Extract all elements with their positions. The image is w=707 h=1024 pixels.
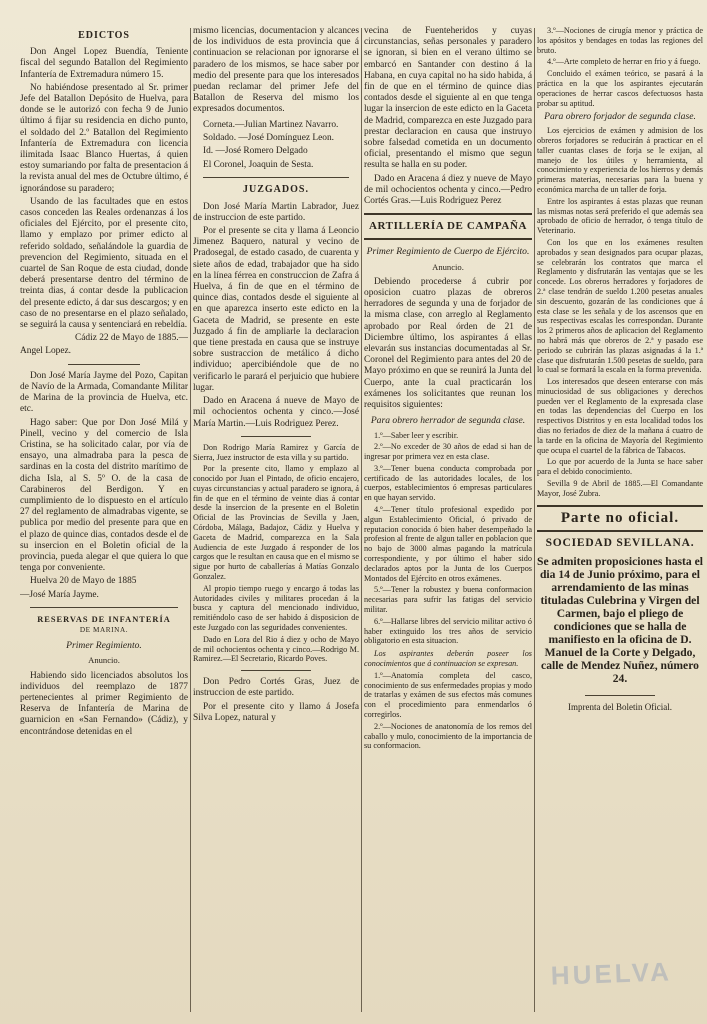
requirement-item: 2.º—No exceder de 30 años de edad si han de ingresar por primera vez en esta clase. (364, 442, 532, 462)
notice-paragraph: mismo licencias, documentacion y alcances de los individuos de esta provincia que á continuacion se relacionan por ignorarse el paradero de los mismos, se hace saber por medio del presente para que los interesados puedan reclamar del primer Jefe del Batallon de Reserva del mismo los expresados documentos. (193, 26, 359, 115)
anuncio-subheading: Anuncio. (432, 261, 464, 272)
notice-paragraph: Entre los aspirantes á estas plazas que reunan las mismas notas será preferido el que además sea aprobado de oficio de herrador, ó tenga título de Veterinario. (537, 196, 703, 236)
list-entry: Corneta.—Julian Martinez Navarro. (203, 119, 339, 130)
separator (364, 213, 532, 215)
requirement-item: 5.º—Tener la robustez y buena conformacion necesarias para sufrir las fatigas del servicio militar. (364, 585, 532, 615)
separator (241, 436, 311, 437)
separator (68, 364, 140, 365)
section-heading-juzgados: JUZGADOS. (243, 184, 309, 196)
knowledge-intro: Los aspirantes deberán poseer los conocimientos que á continuacion se expresan. (364, 649, 532, 669)
column-2 (193, 26, 359, 1010)
regiment-subheading: Primer Regimiento. (66, 640, 142, 652)
column-rule (534, 28, 535, 1012)
knowledge-item: 1.º—Anatomía completa del casco, conocimiento de sus enfermedades propias y modo de tratarlas y exámen de sus efectos más comunes con el procedimiento para enmendarlos ó corregirlos. (364, 670, 532, 720)
edict-paragraph: Hago saber: Que por Don José Milá y Pinell, vecino y del comercio de Isla Cristina, se ha solicitado calar, por vía de ensayo, una almadraba para la pesca de sardinas en la costa del distrito marítimo de dicha Isla, al S. 5º O. de la casa de Carabineros del Berdigon. Y en cumplimiento de lo dispuesto en el artículo 27 del reglamento de almadrabas vigente, se publica por medio del presente para que en el plazo de quince dias, contados desde el de su insercion en el Boletin oficial de la provincia, pueda alegar el que quiera lo que tenga por conveniente. (20, 417, 188, 574)
separator (585, 695, 655, 696)
column-rule (190, 28, 191, 1012)
edict-header: Don Rodrigo María Ramirez y García de Sierra, Juez instructor de esta villa y su partido. (193, 442, 359, 462)
edict-date: Cádiz 22 de Mayo de 1885.— (75, 333, 188, 344)
edict-signature: —José María Jayme. (20, 589, 99, 600)
notice-paragraph: Los interesados que deseen enterarse con más minuciosidad de sus obligaciones y derechos pueden ver el Reglamento de la expresada clase en todas las dependencias del Cuerpo en los respectivos Distritos y en esta localidad todos los dias no feriados de diez de la mañana á cuatro de la tarde en la oficina de Mayoría del Regimiento que ocupa el cuartel de la fábrica de Tabacos. (537, 377, 703, 455)
column-3 (364, 26, 532, 1010)
edict-paragraph: No habiéndose presentado al Sr. primer Jefe del Batallon Depósito de Huelva, para donde se le autorizó con fecha 9 de Junio último á fijar su residencia en dicho punto, el soldado del 2.º Batallon del Regimiento Infantería de Extremadura con licencia ilimitada Isaac Blanco Huertas, á quien estoy sumariando por falta de presentacion á la revista anual del mes de Octubre último, é ignorándose su paradero; (20, 82, 188, 194)
list-entry: Id. —José Romero Delgado (203, 146, 308, 157)
notice-paragraph: Lo que por acuerdo de la Junta se hace saber para el debido conocimiento. (537, 457, 703, 477)
regiment-subheading: Primer Regimiento de Cuerpo de Ejército. (366, 246, 530, 258)
edict-paragraph: Por el presente cito y llamo á Josefa Silva Lopez, natural y (193, 701, 359, 723)
edict-paragraph: Usando de las facultades que en estos casos conceden las Reales ordenanzas á los oficiales del Ejército, por el presente cito, llamo y emplazo por primer edicto al referido soldado, señalándole la guardia de prevencion del Regimiento, situada en el cuartel de San Roque de esta ciudad, donde deberá presentarse dentro del término de treinta dias, á contar desde la publicacion del presente edicto, á dar sus descargos; y en caso de no presentarse en el plazo señalado, se seguirá la causa y sentenciará en rebeldía. (20, 196, 188, 331)
section-heading-parte-no-oficial: Parte no oficial. (560, 509, 680, 526)
column-rule (361, 28, 362, 1012)
edict-header: Don Pedro Cortés Gras, Juez de instruccion de este partido. (193, 677, 359, 699)
edict-date: Huelva 20 de Mayo de 1885 (30, 576, 137, 587)
edict-paragraph: Dado en Lora del Rio á diez y ocho de Mayo de mil ochocientos ochenta y cinco.—Rodrigo M. Ramirez.—El Secretario, Ricardo Poves. (193, 634, 359, 664)
requirement-item: 1.º—Saber leer y escribir. (374, 430, 459, 440)
separator (364, 238, 532, 240)
requirement-item: 4.º—Tener título profesional expedido por algun Establecimiento Oficial, ó privado de reputacion conocida ó bien haber desempeñado la profesion al frente de algun taller en poblacion que no bajo de 3000 almas pagando la matrícula correspondiente, y por último el haber sido declarados aptos por la Junta de los Cuerpos Montados del Ejército en otros exámenes. (364, 505, 532, 583)
section-heading-reservas: RESERVAS DE INFANTERÍA (37, 614, 171, 624)
separator (241, 670, 311, 671)
separator (537, 505, 703, 507)
notice-paragraph: Los ejercicios de exámen y admision de los obreros forjadores se reducirán á practicar en el taller cuantas clases de forja se le exijan, al manejo de los útiles y herramienta, al conocimiento y experiencia de los hierros y demás primeras materias, necesarias para la buena y económica marcha de un taller de forja. (537, 126, 703, 194)
anuncio-subheading: Anuncio. (88, 655, 120, 666)
section-heading-edictos: EDICTOS (78, 30, 130, 41)
column-1 (20, 26, 188, 1010)
library-stamp: HUELVA (550, 956, 673, 991)
notice-paragraph: Debiendo procederse á cubrir por oposicion cuatro plazas de obreros herradores de segunda y una de forjador de la misma clase, con arreglo al Reglamento aprobado por Real órden de 21 de Diciembre último, los aspirantes á ellas elevarán sus instancias documentadas al Sr. Coronel del Regimiento para antes del 20 de Mayo próximo en que se reunirá la Junta del Cuerpo, ante la cual practicarán los exámenes los solicitantes que reunan los requisitos siguientes: (364, 276, 532, 411)
edict-header: Don José María Martin Labrador, Juez de instruccion de este partido. (193, 201, 359, 223)
column-4 (537, 26, 703, 1010)
requirement-item: 6.º—Hallarse libres del servicio militar activo ó haber extinguido los tres años de servicio obligatorio en esta situacion. (364, 616, 532, 646)
notice-signature: El Coronel, Joaquin de Sesta. (203, 160, 314, 171)
requirement-item: 3.º—Tener buena conducta comprobada por certificado de las autoridades locales, de los cuerpos, establecimientos ó empresas particulares en que hayan servido. (364, 463, 532, 503)
separator (30, 607, 178, 608)
edict-paragraph: Por la presente cito, llamo y emplazo al conocido por Juan el Pintado, de oficio encajero, cuyas circunstancias y actual paradero se ignora, á fin de que en el término de veinte dias á contar desde la insercion de la presente en el Boletin Oficial de las Provincias de Sevilla y Jaen, Córdoba, Málaga, Badajoz, Cádiz y Huelva y Gaceta de Madrid, comparezca en la Sala Audiencia de este Juzgado á responder de los cargos que le resultan en causa que en el mismo se sigue por hurto de caballerías á Matías Gonzalo Gonzalez. (193, 464, 359, 582)
notice-paragraph: Habiendo sido licenciados absolutos los individuos del reemplazo de 1877 pertenecientes al primer Regimiento de Reserva de Infantería de Marina de guarnicion en «San Fernando» (Cádiz), y encontrándose detenidas en el (20, 670, 188, 737)
knowledge-item: 4.º—Arte completo de herrar en frio y á fuego. (547, 57, 701, 67)
notice-paragraph: Con los que en los exámenes resulten aprobados y sean designados para ocupar plazas, se celebrarán los contratos que marca el Reglamento y disfrutarán las ventajas que se les concede. Los obreros herradores y forjadores de 2.ª clase tendrán de sueldo 1.200 pesetas anuales sin descuento, gozarán de las condiciones que á esta clase se les señala y de los ascensos que en sus respectivas escalas les correspondan. Durante los 2 primeros años de aplicacion del Reglamento no habrá más que obreros de 2.ª y pasado ese periodo se cubrirán las plazas asignadas á la 1.ª clase que disfrutarán 1.500 pesetas de sueldo, para lo cual se formará la escala en la forma prevenida. (537, 237, 703, 375)
mine-lease-notice: Se admiten proposiciones hasta el dia 14 de Junio próximo, para el arrendamiento de las minas tituladas Culebrina y Virgen del Carmen, bajo el pliego de condiciones que se halla de manifiesto en la oficina de D. Manuel de la Corte y Delgado, calle de Mendez Nuñez, número 24. (537, 555, 703, 686)
notice-signature: Sevilla 9 de Abril de 1885.—El Comandante Mayor, José Zubra. (537, 479, 703, 498)
knowledge-item: 2.º—Nociones de anatonomía de los remos del caballo y mulo, conocimiento de la importancia de su conformacion. (364, 721, 532, 751)
clase-subheading: Para obrero forjador de segunda clase. (544, 111, 696, 123)
edict-paragraph: vecina de Fuenteheridos y cuyas circunstancias, señas personales y paradero se ignoran, si bien en el verano último se embarcó en Santander con destino á la Habana, en cuya capital no ha sido habida, á fin de que en el término de quince dias contados desde el siguiente al en que tenga lugar la insercion de este edicto en la Gaceta de Madrid, comparezca en este Juzgado para prestar declaracion en causa que instruyo sobre falsedad cometida en un documento oficial, presentando el mismo que segun resulta se halla en su poder. (364, 26, 532, 171)
knowledge-item: 3.º—Nociones de cirugía menor y práctica de los apósitos y bendages en todas las regiones del bruto. (537, 26, 703, 55)
section-heading-sociedad: SOCIEDAD SEVILLANA. (545, 536, 695, 549)
edict-paragraph: Dado en Aracena á diez y nueve de Mayo de mil ochocientos ochenta y cinco.—Pedro Cortés Gras.—Luis Rodriguez Perez (364, 173, 532, 207)
section-heading-artilleria: ARTILLERÍA DE CAMPAÑA (368, 220, 528, 233)
clase-subheading: Para obrero herrador de segunda clase. (370, 415, 526, 427)
edict-paragraph: Al propio tiempo ruego y encargo á todas las Autoridades civiles y militares procedan á la busca y captura del mencionado individuo, remitiéndolo caso de ser habido á disposicion de este Juzgado con las seguridades convenientes. (193, 583, 359, 633)
separator (537, 530, 703, 532)
list-entry: Soldado. —José Domínguez Leon. (203, 132, 334, 143)
imprint-line: Imprenta del Boletin Oficial. (568, 702, 672, 713)
edict-signature: Angel Lopez. (20, 346, 72, 357)
edict-paragraph: Por el presente se cita y llama á Leoncio Jimenez Baquero, natural y vecino de Pradosegal, de estado casado, de cuarenta y siete años de edad, trabajador que ha sido en la línea férrea en construccion de Zafra á Huelva, á fin de que en el término de quince dias, contados desde el siguiente al en que aparezca inserto este edicto en la Gaceta de Madrid, se presente en este Juzgado á fin de ampliarle la declaracion que tiene prestada en causa que se instruye sobre sustraccion de metálico á dicho individuo; apercibiéndole que de no verificarlo le parará el perjuicio que hubiere lugar. (193, 226, 359, 393)
edict-header: Don Angel Lopez Buendía, Teniente fiscal del segundo Batallon del Regimiento Infantería de Extremadura número 15. (20, 47, 188, 80)
notice-paragraph: Concluido el exámen teórico, se pasará á la práctica en la que los aspirantes ejecutarán operaciones de herrar cascos defectuosos hasta probar su aptitud. (537, 69, 703, 108)
edict-paragraph: Dado en Aracena á nueve de Mayo de mil ochocientos ochenta y cinco.—José María Martin.—Luis Rodriguez Perez. (193, 396, 359, 429)
section-subheading-marina: DE MARINA. (79, 625, 129, 634)
edict-header: Don José María Jayme del Pozo, Capitan de Navío de la Armada, Comandante Militar de Marina de la provincia de Huelva, etc. etc. (20, 370, 188, 415)
separator (203, 177, 349, 178)
